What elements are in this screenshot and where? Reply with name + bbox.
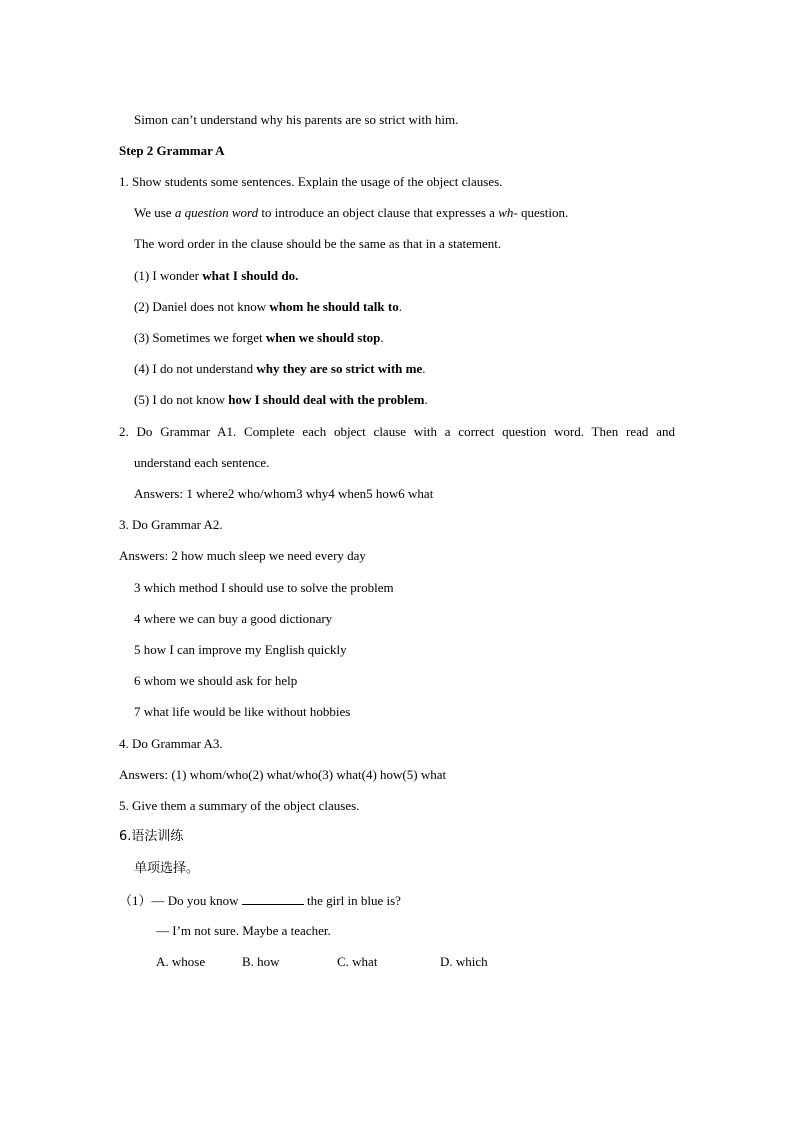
example-text: . [422,361,426,376]
item-4-answers: Answers: (1) whom/who(2) what/who(3) what(4) how(5) what [119,767,447,782]
example-sentence [134,361,425,377]
option-a: A. whose [156,954,206,969]
rule-question-word [134,205,568,221]
rule-text: We use [134,205,175,220]
rule-text: to introduce an object clause that expresses a [258,205,499,220]
example-sentence [134,299,402,315]
item-2-text: 2. Do Grammar A1. Complete each object clause with a correct question word. Then read and [119,424,675,439]
example-clause: whom he should talk to [269,299,399,314]
intro-line: Simon can’t understand why his parents are so strict with him. [134,112,459,127]
example-text: (5) I do not know [134,392,229,407]
example-clause: when we should stop [265,330,381,345]
item-3-text: 3. Do Grammar A2. [119,517,223,532]
options-row [156,954,516,970]
example-text: (4) I do not understand [134,361,257,376]
rule-text: question. [517,205,569,220]
exercise-question [119,892,401,909]
step-heading: Step 2 Grammar A [119,143,225,158]
answer-blank [242,892,304,905]
option-c: C. what [337,954,378,969]
answer-line: 3 which method I should use to solve the problem [134,580,394,595]
example-sentence [134,268,298,284]
item-1-text: 1. Show students some sentences. Explain the usage of the object clauses. [119,174,503,189]
example-text: . [380,330,384,345]
exercise-reply: — I’m not sure. Maybe a teacher. [156,923,331,938]
exercise-subheading: 单项选择。 [134,861,200,876]
example-sentence [134,392,428,408]
question-text: （1）— Do you know [119,893,242,908]
option-b: B. how [242,954,280,969]
example-clause: what I should do. [202,268,299,283]
example-clause: how I should deal with the problem [228,392,425,407]
rule-emphasis: a question word [174,205,259,220]
item-6-text: 6.语法训练 [119,829,184,844]
example-text: (2) Daniel does not know [134,299,270,314]
example-sentence [134,330,384,346]
example-clause: why they are so strict with me [256,361,423,376]
question-text: the girl in blue is? [303,893,401,908]
example-text: . [424,392,428,407]
answer-line: 4 where we can buy a good dictionary [134,611,333,626]
item-4-text: 4. Do Grammar A3. [119,736,223,751]
example-text: (1) I wonder [134,268,203,283]
item-5-text: 5. Give them a summary of the object clauses. [119,798,360,813]
answer-line: 6 whom we should ask for help [134,673,298,688]
example-text: . [398,299,402,314]
rule-emphasis: wh- [498,205,518,220]
item-2-text-cont: understand each sentence. [134,455,270,470]
option-d: D. which [440,954,488,969]
item-3-answers: Answers: 2 how much sleep we need every day [119,548,366,563]
example-text: (3) Sometimes we forget [134,330,266,345]
answer-line: 7 what life would be like without hobbies [134,704,351,719]
item-2-answers: Answers: 1 where2 who/whom3 why4 when5 how6 what [134,486,434,501]
answer-line: 5 how I can improve my English quickly [134,642,347,657]
rule-word-order: The word order in the clause should be the same as that in a statement. [134,236,502,251]
